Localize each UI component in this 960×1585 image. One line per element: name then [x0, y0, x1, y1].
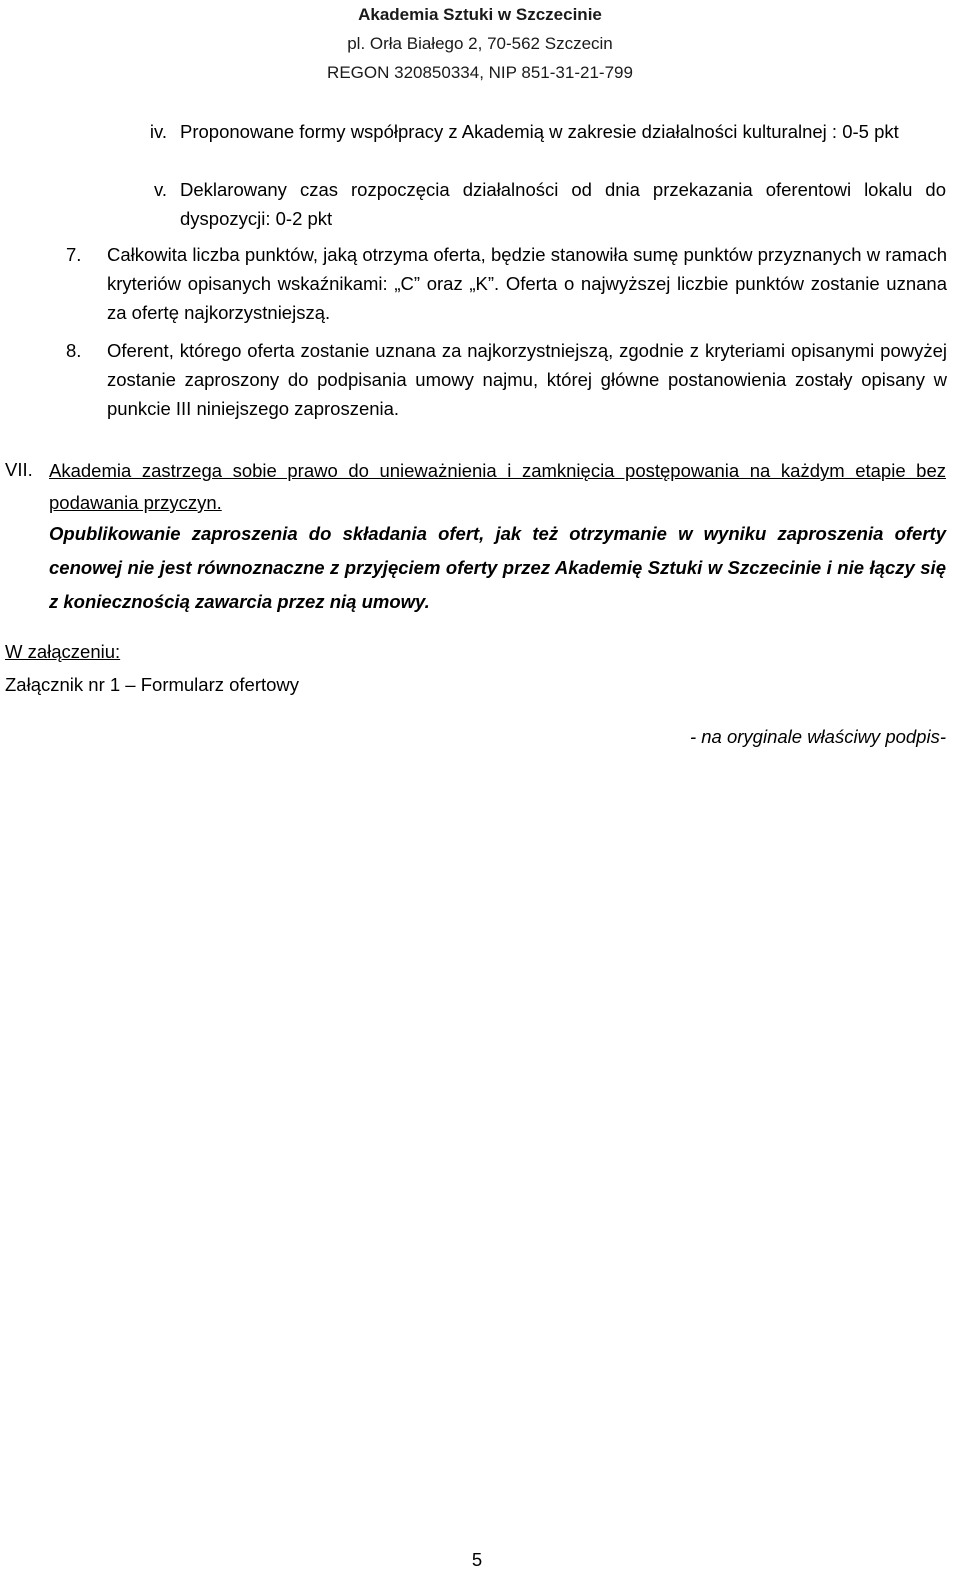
institution-address: pl. Orła Białego 2, 70-562 Szczecin [347, 34, 613, 53]
point-label-8: 8. [66, 340, 82, 361]
point-text-8: Oferent, którego oferta zostanie uznana za najkorzystniejszą, zgodnie z kryteriami opisanymi powyżej zostanie zaproszony do podpisania umowy najmu, której główne postanowienia zostały opisany w punkcie III niniejszego zaproszenia. [107, 340, 947, 419]
page-number: 5 [471, 1549, 483, 1570]
institution-name: Akademia Sztuki w Szczecinie [358, 5, 602, 24]
section-vii-disclaimer: Opublikowanie zaproszenia do składania ofert, jak też otrzymanie w wyniku zaproszenia oferty cenowej nie jest równoznaczne z przyjęciem oferty przez Akademię Sztuki w Szczecinie i nie łączy się z koniecznością zawarcia przez nią umowy. [49, 523, 946, 612]
section-label-vii: VII. [5, 459, 33, 480]
letterhead [300, 0, 660, 87]
criterion-text-v: Deklarowany czas rozpoczęcia działalności od dnia przekazania oferentowi lokalu do dyspozycji: 0-2 pkt [180, 179, 946, 229]
criterion-text-iv: Proponowane formy współpracy z Akademią w zakresie działalności kulturalnej : 0-5 pkt [180, 121, 899, 142]
point-text-7: Całkowita liczba punktów, jaką otrzyma oferta, będzie stanowiła sumę punktów przyznanych w ramach kryteriów opisanych wskaźnikami: „C” oraz „K”. Oferta o najwyższej liczbie punktów zostanie uznana za ofertę najkorzystniejszą. [107, 244, 947, 323]
attachments-heading: W załączeniu: [5, 641, 121, 662]
attachment-item: Załącznik nr 1 – Formularz ofertowy [5, 674, 300, 695]
signature-note: - na oryginale właściwy podpis- [689, 726, 946, 747]
section-vii-text: Akademia zastrzega sobie prawo do unieważnienia i zamknięcia postępowania na każdym etapie bez podawania przyczyn. [49, 460, 946, 513]
criterion-label-iv: iv. [149, 121, 167, 142]
institution-ids: REGON 320850334, NIP 851-31-21-799 [327, 63, 633, 82]
criterion-label-v: v. [153, 179, 167, 200]
point-label-7: 7. [66, 244, 82, 265]
